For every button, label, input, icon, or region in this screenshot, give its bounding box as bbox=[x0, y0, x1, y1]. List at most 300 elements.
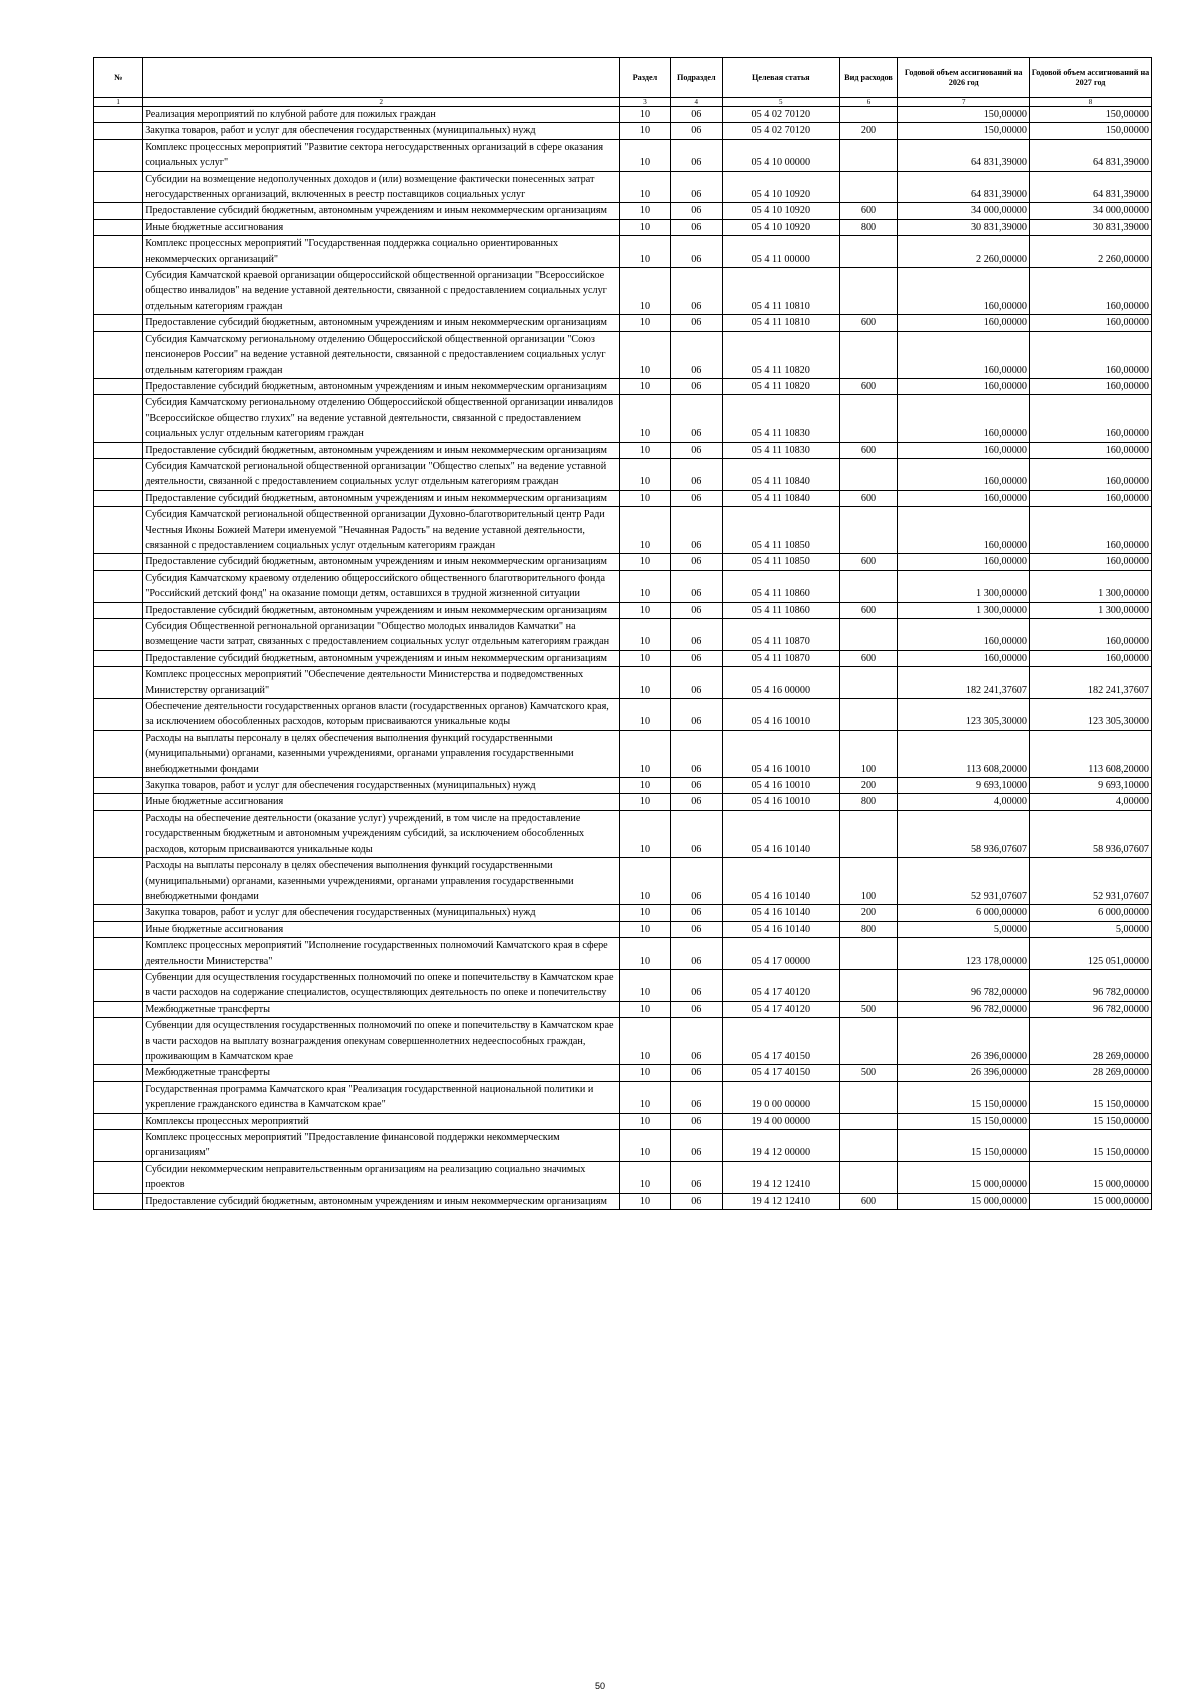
cell-podrazdel: 06 bbox=[670, 619, 722, 651]
cell-vid: 600 bbox=[839, 490, 898, 506]
cell-amount-2027: 15 150,00000 bbox=[1029, 1130, 1151, 1162]
table-row bbox=[94, 938, 1152, 970]
cell-amount-2026: 160,00000 bbox=[898, 458, 1030, 490]
cell-razdel: 10 bbox=[620, 554, 670, 570]
cell-number bbox=[94, 969, 143, 1001]
header-2027: Годовой объем ассигнований на 2027 год bbox=[1029, 58, 1151, 98]
cell-vid bbox=[839, 1161, 898, 1193]
cell-podrazdel: 06 bbox=[670, 921, 722, 937]
cell-podrazdel: 06 bbox=[670, 969, 722, 1001]
cell-number bbox=[94, 107, 143, 123]
cell-podrazdel: 06 bbox=[670, 554, 722, 570]
cell-number bbox=[94, 778, 143, 794]
cell-name: Межбюджетные трансферты bbox=[143, 1065, 620, 1081]
cell-target: 05 4 11 10870 bbox=[722, 619, 839, 651]
cell-target: 19 0 00 00000 bbox=[722, 1081, 839, 1113]
cell-vid bbox=[839, 236, 898, 268]
table-row bbox=[94, 1018, 1152, 1065]
cell-name: Комплекс процессных мероприятий "Предоставление финансовой поддержки некоммерческим организациям" bbox=[143, 1130, 620, 1162]
cell-razdel: 10 bbox=[620, 1113, 670, 1129]
cell-razdel: 10 bbox=[620, 794, 670, 810]
table-row bbox=[94, 650, 1152, 666]
header-podrazdel: Подраздел bbox=[670, 58, 722, 98]
cell-podrazdel: 06 bbox=[670, 139, 722, 171]
cell-podrazdel: 06 bbox=[670, 315, 722, 331]
table-row bbox=[94, 1130, 1152, 1162]
cell-vid bbox=[839, 570, 898, 602]
cell-razdel: 10 bbox=[620, 938, 670, 970]
cell-amount-2026: 26 396,00000 bbox=[898, 1065, 1030, 1081]
cell-target: 19 4 12 12410 bbox=[722, 1161, 839, 1193]
cell-amount-2027: 96 782,00000 bbox=[1029, 1001, 1151, 1017]
cell-vid: 600 bbox=[839, 650, 898, 666]
cell-vid: 600 bbox=[839, 1193, 898, 1209]
cell-target: 19 4 00 00000 bbox=[722, 1113, 839, 1129]
cell-razdel: 10 bbox=[620, 219, 670, 235]
cell-number bbox=[94, 442, 143, 458]
cell-amount-2027: 28 269,00000 bbox=[1029, 1018, 1151, 1065]
cell-razdel: 10 bbox=[620, 107, 670, 123]
cell-vid bbox=[839, 507, 898, 554]
cell-amount-2026: 30 831,39000 bbox=[898, 219, 1030, 235]
page-number: 50 bbox=[594, 1681, 605, 1691]
cell-razdel: 10 bbox=[620, 1193, 670, 1209]
header-name bbox=[143, 58, 620, 98]
cell-amount-2027: 4,00000 bbox=[1029, 794, 1151, 810]
cell-podrazdel: 06 bbox=[670, 203, 722, 219]
cell-amount-2027: 160,00000 bbox=[1029, 458, 1151, 490]
cell-podrazdel: 06 bbox=[670, 667, 722, 699]
cell-name: Субсидия Камчатскому краевому отделению общероссийского общественного благотворительного фонда "Российский детский фонд" на оказание помощи детям, оставшихся в трудной жизненной ситуации bbox=[143, 570, 620, 602]
table-row bbox=[94, 395, 1152, 442]
cell-target: 05 4 11 10870 bbox=[722, 650, 839, 666]
cell-amount-2027: 150,00000 bbox=[1029, 123, 1151, 139]
table-row bbox=[94, 1161, 1152, 1193]
cell-razdel: 10 bbox=[620, 331, 670, 378]
cell-podrazdel: 06 bbox=[670, 236, 722, 268]
cell-name: Субвенции для осуществления государственных полномочий по опеке и попечительству в Камчатском крае в части расходов на содержание специалистов, осуществляющих деятельность по опеке и попечительству bbox=[143, 969, 620, 1001]
cell-vid: 800 bbox=[839, 219, 898, 235]
cell-razdel: 10 bbox=[620, 969, 670, 1001]
cell-amount-2027: 64 831,39000 bbox=[1029, 171, 1151, 203]
cell-amount-2027: 2 260,00000 bbox=[1029, 236, 1151, 268]
cell-podrazdel: 06 bbox=[670, 1081, 722, 1113]
cell-podrazdel: 06 bbox=[670, 123, 722, 139]
table-row bbox=[94, 810, 1152, 857]
cell-number bbox=[94, 858, 143, 905]
cell-number bbox=[94, 378, 143, 394]
cell-number bbox=[94, 219, 143, 235]
cell-name: Предоставление субсидий бюджетным, автономным учреждениям и иным некоммерческим организациям bbox=[143, 442, 620, 458]
cell-number bbox=[94, 458, 143, 490]
cell-target: 05 4 17 40150 bbox=[722, 1065, 839, 1081]
cell-podrazdel: 06 bbox=[670, 602, 722, 618]
cell-vid bbox=[839, 1081, 898, 1113]
cell-razdel: 10 bbox=[620, 858, 670, 905]
cell-name: Комплекс процессных мероприятий "Обеспечение деятельности Министерства и подведомственных Министерству организаций" bbox=[143, 667, 620, 699]
cell-name: Расходы на обеспечение деятельности (оказание услуг) учреждений, в том числе на предоставление государственным бюджетным и автономным учреждениям субсидий, за исключением обособленных расходов, которым присваиваются уникальные коды bbox=[143, 810, 620, 857]
cell-podrazdel: 06 bbox=[670, 1065, 722, 1081]
cell-vid: 600 bbox=[839, 378, 898, 394]
table-row bbox=[94, 236, 1152, 268]
cell-vid: 600 bbox=[839, 203, 898, 219]
cell-amount-2027: 160,00000 bbox=[1029, 378, 1151, 394]
cell-number bbox=[94, 395, 143, 442]
cell-number bbox=[94, 1081, 143, 1113]
column-number-row bbox=[94, 98, 1152, 107]
cell-vid: 200 bbox=[839, 123, 898, 139]
cell-vid: 500 bbox=[839, 1065, 898, 1081]
col-num: 2 bbox=[143, 98, 620, 107]
cell-target: 05 4 02 70120 bbox=[722, 107, 839, 123]
cell-razdel: 10 bbox=[620, 171, 670, 203]
cell-name: Субсидия Камчатской региональной общественной организации "Общество слепых" на ведение уставной деятельности, связанной с предоставлением социальных услуг отдельным категориям граждан bbox=[143, 458, 620, 490]
cell-name: Реализация мероприятий по клубной работе для пожилых граждан bbox=[143, 107, 620, 123]
cell-vid: 600 bbox=[839, 442, 898, 458]
header-razdel: Раздел bbox=[620, 58, 670, 98]
cell-number bbox=[94, 1001, 143, 1017]
cell-target: 05 4 16 10140 bbox=[722, 858, 839, 905]
cell-podrazdel: 06 bbox=[670, 268, 722, 315]
col-num: 1 bbox=[94, 98, 143, 107]
header-target: Целевая статья bbox=[722, 58, 839, 98]
col-num: 7 bbox=[898, 98, 1030, 107]
table-row bbox=[94, 203, 1152, 219]
cell-amount-2027: 125 051,00000 bbox=[1029, 938, 1151, 970]
cell-vid bbox=[839, 667, 898, 699]
cell-vid bbox=[839, 1113, 898, 1129]
cell-podrazdel: 06 bbox=[670, 171, 722, 203]
table-row bbox=[94, 619, 1152, 651]
cell-amount-2027: 160,00000 bbox=[1029, 442, 1151, 458]
table-header-row bbox=[94, 58, 1152, 98]
cell-name: Субсидия Камчатскому региональному отделению Общероссийской общественной организации инвалидов "Всероссийское общество глухих" на ведение уставной деятельности, связанной с предоставлением социальных услуг отдельным категориям граждан bbox=[143, 395, 620, 442]
cell-razdel: 10 bbox=[620, 810, 670, 857]
cell-target: 05 4 17 00000 bbox=[722, 938, 839, 970]
cell-amount-2027: 1 300,00000 bbox=[1029, 602, 1151, 618]
cell-number bbox=[94, 139, 143, 171]
cell-amount-2026: 2 260,00000 bbox=[898, 236, 1030, 268]
cell-number bbox=[94, 1065, 143, 1081]
cell-number bbox=[94, 1130, 143, 1162]
table-row bbox=[94, 107, 1152, 123]
cell-name: Расходы на выплаты персоналу в целях обеспечения выполнения функций государственными (муниципальными) органами, казенными учреждениями, органами управления государственными внебюджетными фондами bbox=[143, 858, 620, 905]
col-num: 6 bbox=[839, 98, 898, 107]
cell-target: 05 4 16 00000 bbox=[722, 667, 839, 699]
cell-amount-2026: 15 000,00000 bbox=[898, 1161, 1030, 1193]
cell-amount-2027: 160,00000 bbox=[1029, 650, 1151, 666]
cell-amount-2027: 15 000,00000 bbox=[1029, 1161, 1151, 1193]
cell-vid bbox=[839, 1018, 898, 1065]
table-row bbox=[94, 858, 1152, 905]
cell-vid bbox=[839, 331, 898, 378]
cell-number bbox=[94, 667, 143, 699]
cell-target: 05 4 11 10830 bbox=[722, 395, 839, 442]
cell-vid: 200 bbox=[839, 778, 898, 794]
cell-number bbox=[94, 268, 143, 315]
cell-podrazdel: 06 bbox=[670, 331, 722, 378]
cell-podrazdel: 06 bbox=[670, 1001, 722, 1017]
cell-vid: 600 bbox=[839, 315, 898, 331]
table-row bbox=[94, 921, 1152, 937]
table-row bbox=[94, 442, 1152, 458]
cell-podrazdel: 06 bbox=[670, 570, 722, 602]
cell-name: Предоставление субсидий бюджетным, автономным учреждениям и иным некоммерческим организациям bbox=[143, 315, 620, 331]
cell-podrazdel: 06 bbox=[670, 1018, 722, 1065]
cell-vid bbox=[839, 268, 898, 315]
table-row bbox=[94, 219, 1152, 235]
cell-razdel: 10 bbox=[620, 507, 670, 554]
cell-name: Комплексы процессных мероприятий bbox=[143, 1113, 620, 1129]
cell-name: Предоставление субсидий бюджетным, автономным учреждениям и иным некоммерческим организациям bbox=[143, 1193, 620, 1209]
cell-target: 05 4 17 40120 bbox=[722, 1001, 839, 1017]
cell-number bbox=[94, 1113, 143, 1129]
cell-name: Субвенции для осуществления государственных полномочий по опеке и попечительству в Камчатском крае в части расходов на выплату вознаграждения опекунам совершеннолетних недееспособных граждан, проживающим в Камчатском крае bbox=[143, 1018, 620, 1065]
cell-target: 05 4 02 70120 bbox=[722, 123, 839, 139]
table-row bbox=[94, 331, 1152, 378]
cell-number bbox=[94, 171, 143, 203]
cell-amount-2027: 15 000,00000 bbox=[1029, 1193, 1151, 1209]
cell-podrazdel: 06 bbox=[670, 1130, 722, 1162]
cell-name: Предоставление субсидий бюджетным, автономным учреждениям и иным некоммерческим организациям bbox=[143, 650, 620, 666]
cell-razdel: 10 bbox=[620, 442, 670, 458]
cell-razdel: 10 bbox=[620, 458, 670, 490]
cell-vid: 100 bbox=[839, 730, 898, 777]
cell-amount-2027: 6 000,00000 bbox=[1029, 905, 1151, 921]
table-row bbox=[94, 171, 1152, 203]
cell-podrazdel: 06 bbox=[670, 1193, 722, 1209]
cell-amount-2027: 113 608,20000 bbox=[1029, 730, 1151, 777]
cell-target: 05 4 16 10010 bbox=[722, 794, 839, 810]
cell-amount-2027: 160,00000 bbox=[1029, 315, 1151, 331]
cell-number bbox=[94, 602, 143, 618]
table-row bbox=[94, 602, 1152, 618]
cell-podrazdel: 06 bbox=[670, 778, 722, 794]
cell-amount-2027: 15 150,00000 bbox=[1029, 1081, 1151, 1113]
cell-vid bbox=[839, 619, 898, 651]
table-row bbox=[94, 570, 1152, 602]
cell-target: 05 4 11 10860 bbox=[722, 602, 839, 618]
cell-razdel: 10 bbox=[620, 570, 670, 602]
cell-number bbox=[94, 123, 143, 139]
cell-amount-2026: 160,00000 bbox=[898, 507, 1030, 554]
table-row bbox=[94, 315, 1152, 331]
cell-podrazdel: 06 bbox=[670, 810, 722, 857]
cell-target: 05 4 16 10140 bbox=[722, 921, 839, 937]
cell-number bbox=[94, 905, 143, 921]
cell-podrazdel: 06 bbox=[670, 794, 722, 810]
cell-target: 05 4 11 10810 bbox=[722, 315, 839, 331]
cell-amount-2026: 160,00000 bbox=[898, 378, 1030, 394]
cell-number bbox=[94, 236, 143, 268]
cell-amount-2026: 123 178,00000 bbox=[898, 938, 1030, 970]
cell-amount-2026: 113 608,20000 bbox=[898, 730, 1030, 777]
cell-target: 05 4 10 00000 bbox=[722, 139, 839, 171]
cell-name: Комплекс процессных мероприятий "Государственная поддержка социально ориентированных некоммерческих организаций" bbox=[143, 236, 620, 268]
cell-target: 05 4 16 10010 bbox=[722, 778, 839, 794]
cell-podrazdel: 06 bbox=[670, 507, 722, 554]
cell-name: Субсидии некоммерческим неправительственным организациям на реализацию социально значимых проектов bbox=[143, 1161, 620, 1193]
cell-amount-2027: 15 150,00000 bbox=[1029, 1113, 1151, 1129]
cell-number bbox=[94, 730, 143, 777]
cell-number bbox=[94, 554, 143, 570]
cell-amount-2027: 34 000,00000 bbox=[1029, 203, 1151, 219]
cell-amount-2026: 96 782,00000 bbox=[898, 969, 1030, 1001]
cell-amount-2026: 1 300,00000 bbox=[898, 602, 1030, 618]
cell-name: Субсидия Камчатской краевой организации общероссийской общественной организации "Всероссийское общество инвалидов" на ведение уставной деятельности, связанной с предоставлением социальных услуг отдельным категориям граждан bbox=[143, 268, 620, 315]
cell-number bbox=[94, 938, 143, 970]
cell-vid bbox=[839, 171, 898, 203]
cell-name: Государственная программа Камчатского края "Реализация государственной национальной политики и укрепление гражданского единства в Камчатском крае" bbox=[143, 1081, 620, 1113]
col-num: 4 bbox=[670, 98, 722, 107]
cell-razdel: 10 bbox=[620, 315, 670, 331]
cell-amount-2026: 160,00000 bbox=[898, 490, 1030, 506]
cell-target: 05 4 11 10830 bbox=[722, 442, 839, 458]
cell-number bbox=[94, 570, 143, 602]
cell-amount-2026: 58 936,07607 bbox=[898, 810, 1030, 857]
cell-target: 05 4 16 10010 bbox=[722, 699, 839, 731]
cell-amount-2026: 64 831,39000 bbox=[898, 171, 1030, 203]
table-row bbox=[94, 378, 1152, 394]
cell-amount-2026: 15 150,00000 bbox=[898, 1113, 1030, 1129]
cell-vid: 800 bbox=[839, 794, 898, 810]
cell-podrazdel: 06 bbox=[670, 730, 722, 777]
cell-number bbox=[94, 1193, 143, 1209]
cell-name: Субсидия Камчатской региональной общественной организации Духовно-благотворительный центр Ради Честныя Иконы Божией Матери именуемой "Нечаянная Радость" на ведение уставной деятельности, связанной с предоставлением социальных услуг отдельным категориям граждан bbox=[143, 507, 620, 554]
cell-amount-2026: 160,00000 bbox=[898, 442, 1030, 458]
cell-vid bbox=[839, 1130, 898, 1162]
col-num: 5 bbox=[722, 98, 839, 107]
cell-vid bbox=[839, 107, 898, 123]
cell-amount-2027: 28 269,00000 bbox=[1029, 1065, 1151, 1081]
col-num: 8 bbox=[1029, 98, 1151, 107]
cell-razdel: 10 bbox=[620, 123, 670, 139]
cell-number bbox=[94, 921, 143, 937]
cell-razdel: 10 bbox=[620, 268, 670, 315]
cell-amount-2026: 160,00000 bbox=[898, 395, 1030, 442]
cell-razdel: 10 bbox=[620, 730, 670, 777]
cell-name: Субсидии на возмещение недополученных доходов и (или) возмещение фактически понесенных затрат негосударственных организаций, включенных в реестр поставщиков социальных услуг bbox=[143, 171, 620, 203]
cell-amount-2027: 123 305,30000 bbox=[1029, 699, 1151, 731]
cell-amount-2027: 58 936,07607 bbox=[1029, 810, 1151, 857]
cell-amount-2027: 96 782,00000 bbox=[1029, 969, 1151, 1001]
cell-vid: 200 bbox=[839, 905, 898, 921]
cell-amount-2026: 123 305,30000 bbox=[898, 699, 1030, 731]
cell-amount-2027: 1 300,00000 bbox=[1029, 570, 1151, 602]
cell-razdel: 10 bbox=[620, 139, 670, 171]
cell-amount-2027: 52 931,07607 bbox=[1029, 858, 1151, 905]
cell-amount-2026: 160,00000 bbox=[898, 554, 1030, 570]
cell-razdel: 10 bbox=[620, 1081, 670, 1113]
cell-name: Закупка товаров, работ и услуг для обеспечения государственных (муниципальных) нужд bbox=[143, 778, 620, 794]
header-vid: Вид расходов bbox=[839, 58, 898, 98]
cell-name: Предоставление субсидий бюджетным, автономным учреждениям и иным некоммерческим организациям bbox=[143, 490, 620, 506]
cell-vid bbox=[839, 458, 898, 490]
cell-amount-2026: 150,00000 bbox=[898, 123, 1030, 139]
cell-name: Расходы на выплаты персоналу в целях обеспечения выполнения функций государственными (муниципальными) органами, казенными учреждениями, органами управления государственными внебюджетными фондами bbox=[143, 730, 620, 777]
cell-name: Закупка товаров, работ и услуг для обеспечения государственных (муниципальных) нужд bbox=[143, 905, 620, 921]
cell-amount-2027: 160,00000 bbox=[1029, 395, 1151, 442]
cell-amount-2026: 160,00000 bbox=[898, 650, 1030, 666]
cell-amount-2026: 64 831,39000 bbox=[898, 139, 1030, 171]
cell-amount-2027: 160,00000 bbox=[1029, 331, 1151, 378]
cell-target: 05 4 11 10860 bbox=[722, 570, 839, 602]
cell-vid: 500 bbox=[839, 1001, 898, 1017]
cell-target: 05 4 10 10920 bbox=[722, 219, 839, 235]
cell-name: Закупка товаров, работ и услуг для обеспечения государственных (муниципальных) нужд bbox=[143, 123, 620, 139]
cell-number bbox=[94, 331, 143, 378]
cell-target: 05 4 11 10820 bbox=[722, 331, 839, 378]
cell-name: Иные бюджетные ассигнования bbox=[143, 794, 620, 810]
cell-target: 05 4 10 10920 bbox=[722, 203, 839, 219]
cell-target: 05 4 11 10840 bbox=[722, 458, 839, 490]
table-row bbox=[94, 794, 1152, 810]
table-row bbox=[94, 969, 1152, 1001]
cell-podrazdel: 06 bbox=[670, 442, 722, 458]
table-row bbox=[94, 458, 1152, 490]
cell-number bbox=[94, 315, 143, 331]
cell-podrazdel: 06 bbox=[670, 1113, 722, 1129]
cell-name: Межбюджетные трансферты bbox=[143, 1001, 620, 1017]
cell-razdel: 10 bbox=[620, 1065, 670, 1081]
cell-razdel: 10 bbox=[620, 395, 670, 442]
cell-razdel: 10 bbox=[620, 667, 670, 699]
cell-podrazdel: 06 bbox=[670, 219, 722, 235]
cell-podrazdel: 06 bbox=[670, 699, 722, 731]
table-row bbox=[94, 1081, 1152, 1113]
cell-amount-2026: 52 931,07607 bbox=[898, 858, 1030, 905]
cell-amount-2026: 9 693,10000 bbox=[898, 778, 1030, 794]
cell-name: Иные бюджетные ассигнования bbox=[143, 921, 620, 937]
cell-target: 05 4 11 10850 bbox=[722, 507, 839, 554]
cell-vid bbox=[839, 139, 898, 171]
header-2026: Годовой объем ассигнований на 2026 год bbox=[898, 58, 1030, 98]
cell-amount-2027: 150,00000 bbox=[1029, 107, 1151, 123]
cell-razdel: 10 bbox=[620, 905, 670, 921]
cell-target: 19 4 12 12410 bbox=[722, 1193, 839, 1209]
cell-podrazdel: 06 bbox=[670, 858, 722, 905]
cell-vid: 100 bbox=[839, 858, 898, 905]
cell-target: 05 4 16 10140 bbox=[722, 810, 839, 857]
cell-podrazdel: 06 bbox=[670, 378, 722, 394]
cell-name: Предоставление субсидий бюджетным, автономным учреждениям и иным некоммерческим организациям bbox=[143, 554, 620, 570]
cell-target: 05 4 11 10820 bbox=[722, 378, 839, 394]
cell-name: Предоставление субсидий бюджетным, автономным учреждениям и иным некоммерческим организациям bbox=[143, 378, 620, 394]
header-number: № bbox=[94, 58, 143, 98]
table-row bbox=[94, 1001, 1152, 1017]
table-row bbox=[94, 1065, 1152, 1081]
cell-name: Иные бюджетные ассигнования bbox=[143, 219, 620, 235]
cell-amount-2026: 182 241,37607 bbox=[898, 667, 1030, 699]
cell-name: Комплекс процессных мероприятий "Исполнение государственных полномочий Камчатского края в сфере деятельности Министерства" bbox=[143, 938, 620, 970]
cell-vid bbox=[839, 810, 898, 857]
cell-number bbox=[94, 619, 143, 651]
cell-target: 05 4 10 10920 bbox=[722, 171, 839, 203]
cell-amount-2027: 5,00000 bbox=[1029, 921, 1151, 937]
cell-amount-2026: 4,00000 bbox=[898, 794, 1030, 810]
cell-amount-2026: 26 396,00000 bbox=[898, 1018, 1030, 1065]
cell-amount-2026: 15 150,00000 bbox=[898, 1130, 1030, 1162]
cell-amount-2027: 182 241,37607 bbox=[1029, 667, 1151, 699]
cell-amount-2027: 160,00000 bbox=[1029, 268, 1151, 315]
cell-razdel: 10 bbox=[620, 619, 670, 651]
cell-amount-2027: 160,00000 bbox=[1029, 619, 1151, 651]
cell-target: 19 4 12 00000 bbox=[722, 1130, 839, 1162]
cell-amount-2027: 30 831,39000 bbox=[1029, 219, 1151, 235]
table-row bbox=[94, 730, 1152, 777]
cell-amount-2026: 96 782,00000 bbox=[898, 1001, 1030, 1017]
cell-amount-2026: 15 150,00000 bbox=[898, 1081, 1030, 1113]
